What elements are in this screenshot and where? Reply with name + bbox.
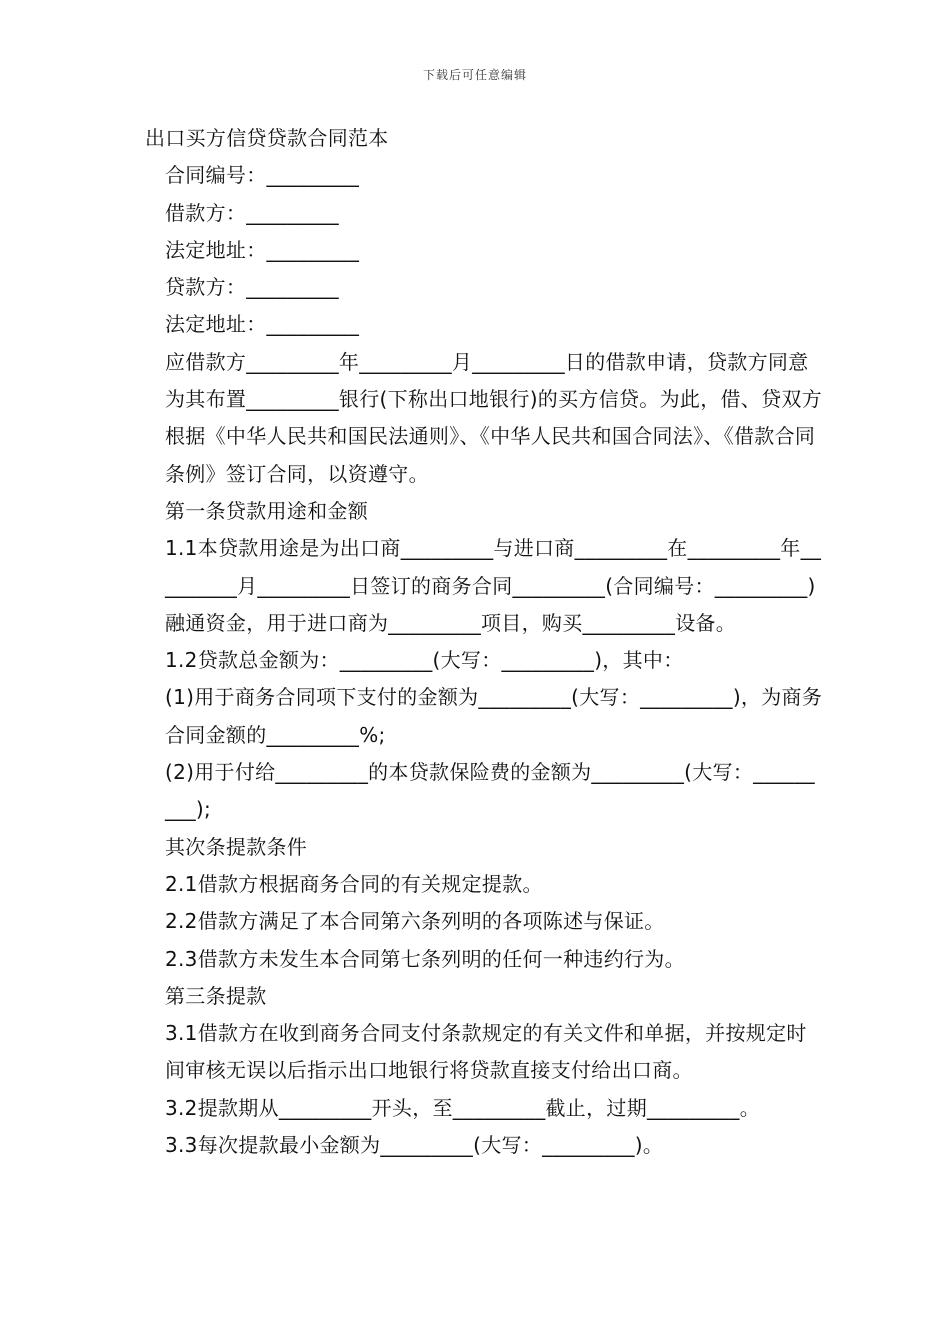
clause-2-1: 2.1借款方根据商务合同的有关规定提款。 (165, 871, 543, 896)
lender-address-line: 法定地址：_________ (165, 312, 360, 337)
borrower-address-line: 法定地址：_________ (165, 237, 360, 262)
article-3-heading: 第三条提款 (165, 983, 267, 1008)
borrower-line: 借款方：_________ (165, 200, 339, 225)
contract-number-line: 合同编号：_________ (165, 163, 360, 188)
article-1-heading: 第一条贷款用途和金额 (165, 498, 368, 523)
clause-1-2: 1.2贷款总金额为：_________(大写：_________)，其中： (165, 648, 684, 673)
page-header-note: 下载后可任意编辑 (422, 68, 527, 82)
document-body (145, 120, 825, 1164)
clause-1-2-item-2: (2)用于付给_________的本贷款保险费的金额为_________(大写：_________); (165, 760, 815, 822)
clause-1-1: 1.1本贷款用途是为出口商_________与进口商_________在_________年_________月_________日签订的商务合同_________(合同编号：_________)融通资金，用于进口商为_________项目，购买_________设备。 (165, 536, 822, 635)
clause-2-2: 2.2借款方满足了本合同第六条列明的各项陈述与保证。 (165, 909, 665, 934)
clause-2-3: 2.3借款方未发生本合同第七条列明的任何一种违约行为。 (165, 946, 685, 971)
clause-3-2: 3.2提款期从_________开头，至_________截止，过期_________。 (165, 1095, 761, 1120)
clause-1-2-item-1: (1)用于商务合同项下支付的金额为_________(大写：_________)，为商务合同金额的_________%; (165, 685, 823, 747)
preamble-paragraph: 应借款方_________年_________月_________日的借款申请，贷款方同意为其布置_________银行(下称出口地银行)的买方信贷。为此，借、贷双方根据《中华人民共和国民法通则》、《中华人民共和国合同法》、《借款合同条例》签订合同，以资遵守。 (165, 349, 823, 486)
clause-3-3: 3.3每次提款最小金额为_________(大写：_________)。 (165, 1133, 664, 1158)
clause-3-1: 3.1借款方在收到商务合同支付条款规定的有关文件和单据，并按规定时间审核无误以后指示出口地银行将贷款直接支付给出口商。 (165, 1021, 807, 1083)
article-2-heading: 其次条提款条件 (165, 834, 308, 859)
document-title: 出口买方信贷贷款合同范本 (145, 126, 389, 150)
lender-line: 贷款方：_________ (165, 275, 339, 300)
